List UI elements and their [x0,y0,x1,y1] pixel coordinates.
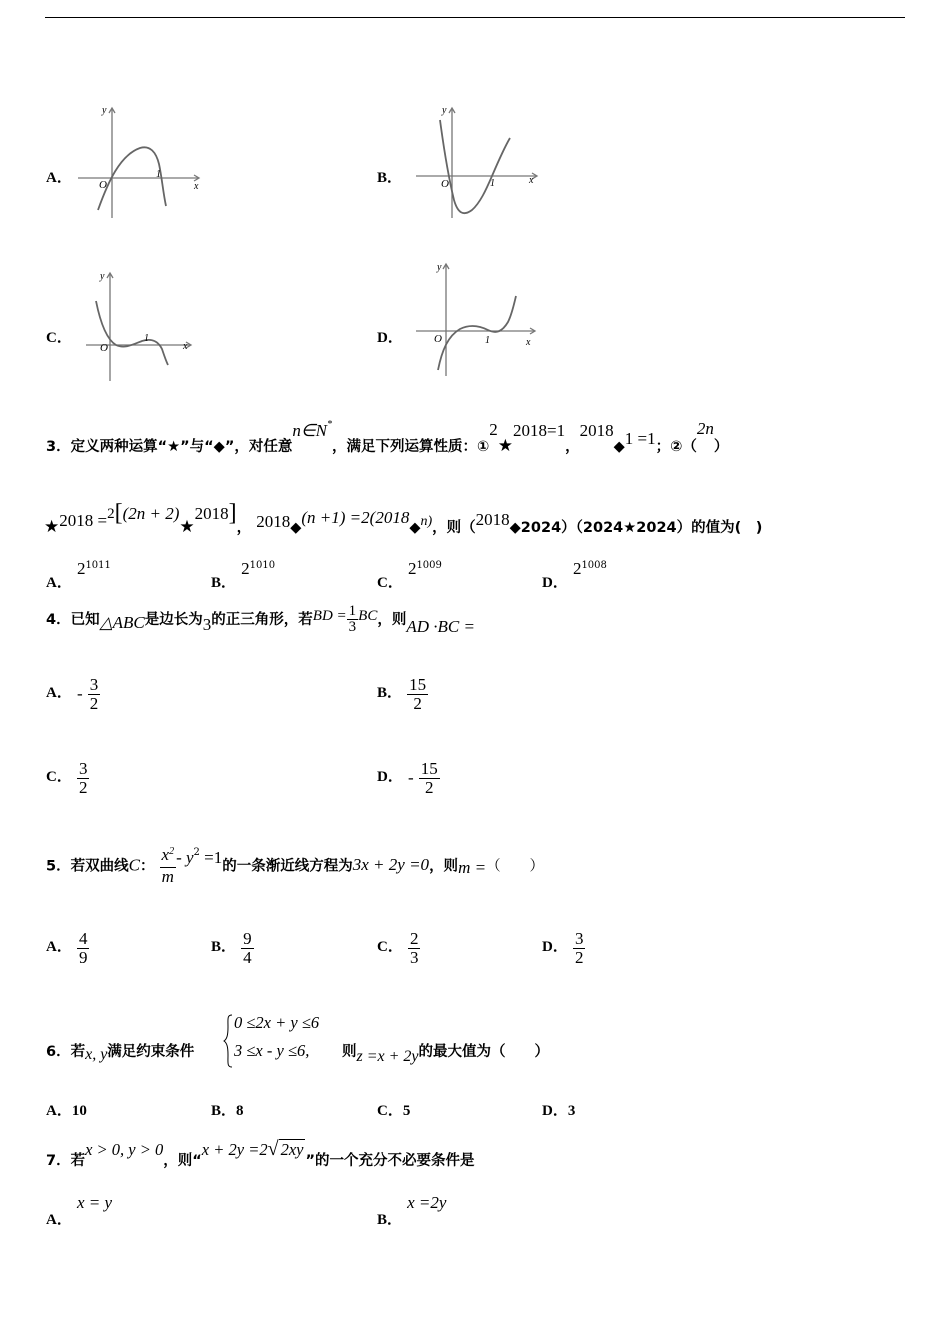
q6-text: 满足约束条件 [107,1044,195,1060]
q7-options [46,1192,906,1228]
expr: (2n + 2) [122,504,180,523]
fraction-one-third [347,604,359,635]
q6-text: 6．若 [46,1044,86,1060]
denominator: 2 [78,778,88,797]
q3-text: ，则（ [432,520,476,536]
q3-line2 [44,494,763,537]
q5-text: ，则 [429,858,459,875]
q6-text: 则 [342,1044,357,1060]
side-length: 3 [202,615,212,634]
expr: 2018=1 [513,421,566,440]
q6-option-d[interactable]: D．3 [542,1103,576,1119]
numerator: 3 [574,929,584,948]
constraint-1: 0 ≤2x + y ≤6 [234,1013,320,1032]
fraction-x2-m [160,846,177,886]
denominator: 2 [574,948,584,967]
expr: 2018 [194,504,229,523]
one-label: 1 [144,333,149,344]
denominator: 4 [243,948,252,967]
fraction [573,930,586,967]
origin-label: O [100,342,108,354]
fraction [419,760,440,797]
q5-option-c[interactable] [377,930,420,967]
exp: 2 [169,846,175,857]
expr: 1 =1 [624,429,656,448]
q3-option-b[interactable] [211,558,276,591]
option-label: D． [542,575,568,591]
sign: - [76,684,83,703]
expr: 2018 [579,421,614,440]
paren: ） [713,439,729,455]
graph-d-label: D． [377,330,403,346]
fraction [407,676,428,713]
x-label: x [183,341,188,352]
q4-stem [46,603,475,660]
option-label: B． [377,685,403,701]
option-label: C． [377,575,403,591]
header-rule [45,17,905,18]
expr: 2n [696,419,714,438]
q4-text: 4．已知 [46,612,100,628]
brace-icon [222,1013,234,1069]
q5-option-a[interactable] [46,930,89,967]
curve-c: C [128,855,140,875]
q6-option-b[interactable]: B．8 [211,1103,244,1119]
q5-option-b[interactable] [211,930,254,967]
n-in-N: n∈N [292,421,328,440]
graph-d [410,258,550,383]
numerator: 3 [78,759,88,778]
diamond-icon: ◆ [409,520,421,536]
denominator: 2 [89,694,99,713]
denominator: 3 [409,948,419,967]
origin-label: O [434,333,442,345]
q3-option-d[interactable] [542,558,607,591]
option-label: B． [211,575,237,591]
y-label: y [437,262,442,273]
fraction [77,930,90,967]
numerator: x [161,845,170,864]
expr: 2018 [475,510,510,529]
fraction [88,676,101,713]
graph-b [408,100,548,225]
q6-option-c[interactable]: C．5 [377,1103,411,1119]
q3-option-c[interactable] [377,558,442,591]
option-label: D． [377,769,403,785]
numerator: 3 [89,675,99,694]
exp: 1008 [581,560,607,571]
numerator: 15 [420,759,438,778]
q3-text: ；②（ [655,439,697,455]
q7-option-a[interactable] [46,1192,112,1228]
q3-text: 3．定义两种运算“★”与“◆”，对任意 [46,439,293,455]
option-label: A． [46,939,72,955]
denominator: 3 [348,619,357,635]
q3-option-a[interactable] [46,558,111,591]
origin-label: O [441,178,449,190]
q5-options [46,930,906,978]
q3-text: ，满足下列运算性质：① [332,439,490,455]
numerator: 2 [409,929,419,948]
option-label: B． [377,1212,403,1228]
one-label: 1 [156,169,161,180]
base: 2 [241,559,250,578]
option-label: D． [542,939,568,955]
objective: z =x + 2y [356,1048,419,1065]
diamond-icon: ◆ [290,520,302,536]
graph-c [80,265,210,385]
option-expr: x =2y [407,1193,447,1212]
comma: ， [236,520,252,536]
x-label: x [194,181,199,192]
colon: ： [139,858,155,875]
q6-stem-left [46,1040,194,1061]
sign: - [407,768,414,787]
base: 2 [572,559,582,578]
vector-bc: BC [358,608,378,624]
numerator: 9 [243,929,252,948]
fraction [77,760,90,797]
expr: 2018 = [59,511,108,530]
q4-text: ，则 [377,612,407,628]
q6-option-a[interactable]: A．10 [46,1103,87,1119]
exp: 1009 [416,560,442,571]
expr: 2018 [256,512,291,531]
q5-text: （ ） [486,858,545,875]
q4-option-d[interactable] [377,760,440,797]
expr: =1 [199,847,223,867]
q5-option-d[interactable] [542,930,585,967]
q7-text: ”的一个充分不必要条件是 [305,1153,475,1169]
two: 2 [489,420,498,439]
one-label: 1 [490,178,495,189]
option-label: A． [46,1212,72,1228]
q4-text: 是边长为 [144,612,203,628]
option-label: B． [211,939,237,955]
star-icon: ★ [179,517,195,537]
bracket: [ [114,500,123,526]
exp: 1011 [85,560,111,571]
x-label: x [529,175,534,186]
q3-text: ◆2024）（2024★2024）的值为( ) [509,520,763,536]
q6-stem-right [342,1040,550,1065]
q4-option-b[interactable] [377,676,428,713]
radicand: 2xy [280,1140,304,1159]
q7-text: 7．若 [46,1153,86,1169]
base: 2 [76,559,86,578]
numerator: 1 [348,603,357,619]
q4-options-row1 [46,676,646,724]
constraint-2: 3 ≤x - y ≤6, [234,1041,310,1060]
q3-options [46,558,906,591]
asymptote: 3x + 2y =0 [352,854,430,874]
star-icon: ★ [44,517,60,537]
expr: n) [420,514,433,529]
exp: 1010 [249,560,276,571]
option-label: C． [377,939,403,955]
variables: x, y [85,1046,108,1063]
comma: ， [565,439,580,455]
fraction [241,930,254,967]
vector-bd: BD = [312,608,347,624]
one-label: 1 [485,335,490,346]
q4-options-row2 [46,760,646,808]
expr: - y [176,847,194,867]
option-label: A． [46,685,72,701]
numerator: 15 [409,675,427,694]
graph-a-label: A． [46,170,72,186]
q4-text: 的正三角形，若 [211,612,313,628]
graph-c-label: C． [46,330,72,346]
graph-b-label: B． [377,170,403,186]
q4-option-c[interactable] [46,760,89,797]
graph-a [70,100,210,225]
q5-text: 5．若双曲线 [46,858,129,875]
origin-label: O [99,179,107,191]
condition: x > 0, y > 0 [85,1140,164,1159]
star-sup: * [327,419,333,430]
x-label: x [526,337,531,348]
sqrt-icon: √ [267,1138,279,1160]
exp: 2 [193,846,200,858]
q7-option-b[interactable] [377,1192,447,1228]
y-label: y [100,271,105,282]
numerator: 4 [78,929,88,948]
denominator: 2 [413,694,422,713]
fraction [408,930,421,967]
denominator: 9 [78,948,88,967]
diamond-icon: ◆ [613,439,625,455]
base: 2 [407,559,417,578]
q6-options [46,1099,906,1121]
q3-line1 [46,420,728,466]
bracket: ] [228,500,237,526]
option-label: C． [46,769,72,785]
m-eq: m = [458,857,487,877]
q5-text: 的一条渐近线方程为 [222,858,353,875]
expr: (n +1) =2(2018 [301,508,410,527]
option-label: A． [46,575,72,591]
denominator: m [161,867,174,886]
q6-text: 的最大值为（ ） [418,1044,550,1060]
equation: x + 2y =2 [201,1140,268,1159]
y-label: y [442,105,447,116]
q7-stem [46,1138,475,1172]
star-icon: ★ [497,436,514,456]
triangle-abc: △ABC [99,613,145,632]
q5-stem [46,846,544,894]
two: 2 [107,506,115,522]
q7-text: ，则“ [163,1153,202,1169]
dot-product: AD ·BC = [406,617,475,636]
option-expr: x = y [76,1193,112,1212]
y-label: y [102,105,107,116]
denominator: 2 [424,778,434,797]
q4-option-a[interactable] [46,676,100,713]
